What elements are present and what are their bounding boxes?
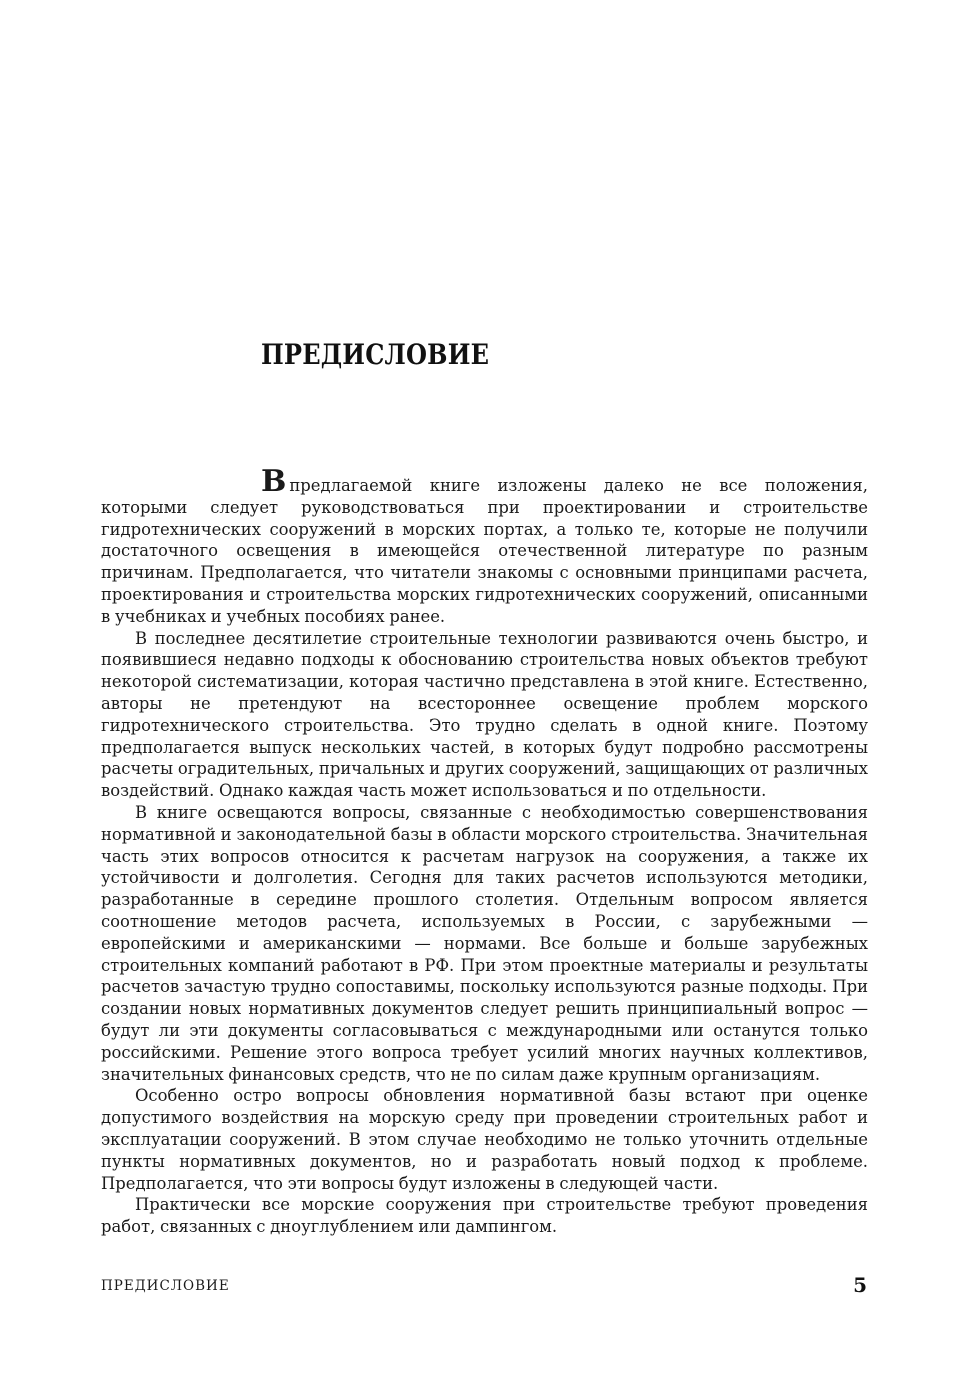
paragraph-5: Практически все морские сооружения при строительстве требуют проведения работ, связанных с дноуглублением или дампингом. (101, 1195, 868, 1237)
paragraph-1 (101, 464, 868, 628)
paragraph-3: В книге освещаются вопросы, связанные с необходимостью совершенствования нормативной и законодательной базы в области морского строительства. Значительная часть этих вопросов относится к расчетам нагрузок на сооружения, а также их устойчивости и долголетия. Сегодня для таких расчетов используются методики, разработанные в середине прошлого столетия. Отдельным вопросом является соотношение методов расчета, используемых в России, с зарубежными — европейскими и американскими — нормами. Все больше и больше зарубежных строительных компаний работают в РФ. При этом проектные материалы и результаты расчетов зачастую трудно сопоставимы, поскольку используются разные подходы. При создании новых нормативных документов следует решить принципиальный вопрос — будут ли эти документы согласовываться с международными или останутся только российскими. Решение этого вопроса требует усилий многих научных коллективов, значительных финансовых средств, что не по силам даже крупным организациям. (101, 802, 868, 1084)
drop-cap: В (261, 464, 287, 499)
page-number: 5 (853, 1273, 867, 1297)
paragraph-4: Особенно остро вопросы обновления нормативной базы встают при оценке допустимого воздействия на морскую среду при проведении строительных работ и эксплуатации сооружений. В этом случае необходимо не только уточнить отдельные пункты нормативных документов, но и разработать новый подход к проблеме. Предполагается, что эти вопросы будут изложены в следующей части. (101, 1086, 868, 1193)
running-head: ПРЕДИСЛОВИЕ (101, 1278, 230, 1294)
paragraph-1-text: предлагаемой книге изложены далеко не все положения, которыми следует руководствоваться при проектировании и строительстве гидротехнических сооружений в морских портах, а только те, которые не получили достаточного освещения в имеющейся отечественной литературе по разным причинам. Предполагается, что читатели знакомы с основными принципами расчета, проектирования и строительства морских гидротехнических сооружений, описанными в учебниках и учебных пособиях ранее. (101, 476, 868, 626)
chapter-title: ПРЕДИСЛОВИЕ (261, 338, 490, 371)
body-text (101, 464, 868, 1238)
paragraph-2: В последнее десятилетие строительные технологии развиваются очень быстро, и появившиеся недавно подходы к обоснованию строительства новых объектов требуют некоторой систематизации, которая частично представлена в этой книге. Естественно, авторы не претендуют на всестороннее освещение проблем морского гидротехнического строительства. Это трудно сделать в одной книге. Поэтому предполагается выпуск нескольких частей, в которых будут подробно рассмотрены расчеты оградительных, причальных и других сооружений, защищающих от различных воздействий. Однако каждая часть может использоваться и по отдельности. (101, 628, 868, 801)
